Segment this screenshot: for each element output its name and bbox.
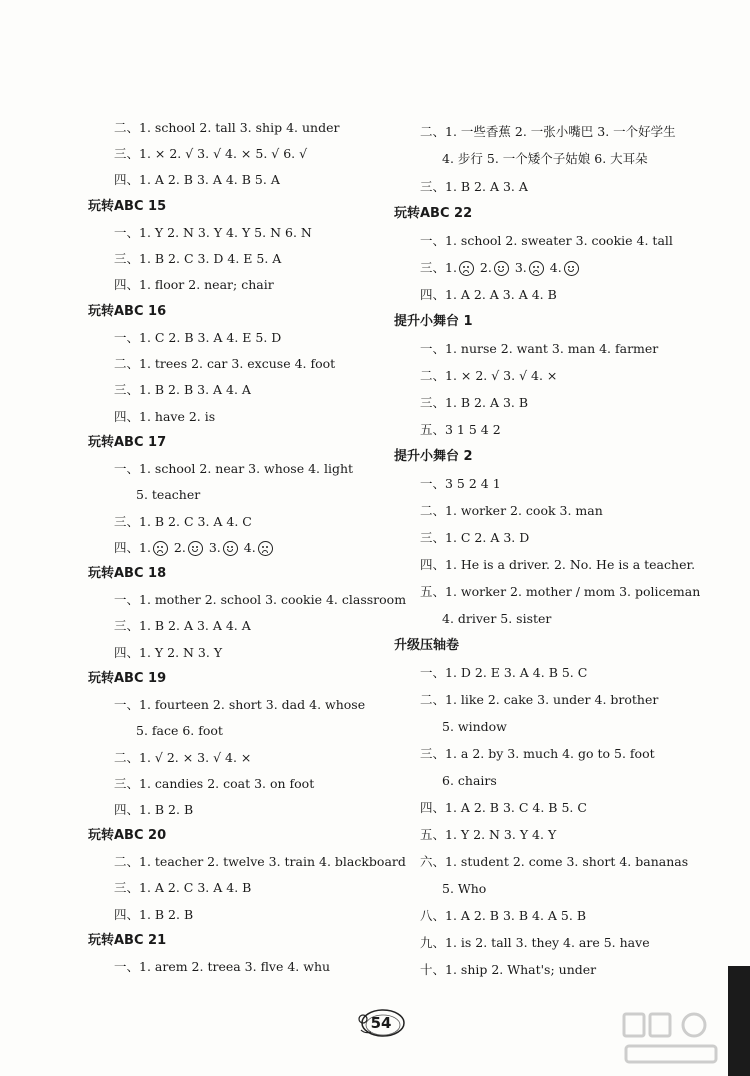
section-heading: 玩转ABC 17 [88, 435, 167, 450]
answer-line: 二、1. trees 2. car 3. excuse 4. foot [114, 356, 336, 371]
answer-number: 3. [510, 260, 527, 275]
section-heading: 玩转ABC 21 [88, 933, 167, 948]
answer-line: 二、1. teacher 2. twelve 3. train 4. blackboard [114, 854, 406, 869]
smiley-face-icon [494, 261, 509, 276]
answer-number: 2. [475, 260, 492, 275]
smiley-face-icon [564, 261, 579, 276]
answer-line: 6. chairs [442, 773, 497, 788]
answer-line: 一、1. arem 2. treea 3. flve 4. whu [114, 959, 331, 974]
answer-line: 十、1. ship 2. What's; under [420, 962, 597, 977]
answer-line: 三、1. C 2. A 3. D [420, 530, 530, 545]
answer-line: 六、1. student 2. come 3. short 4. bananas [420, 854, 689, 869]
answer-line: 4. driver 5. sister [442, 611, 552, 626]
sad-face-icon [529, 261, 544, 276]
answer-line: 四、1. He is a driver. 2. No. He is a teacher. [420, 557, 696, 572]
sad-face-icon [258, 541, 273, 556]
answer-line: 三、1. a 2. by 3. much 4. go to 5. foot [420, 746, 655, 761]
section-heading: 提升小舞台 2 [394, 449, 473, 464]
answer-line: 一、1. fourteen 2. short 3. dad 4. whose [114, 697, 366, 712]
answer-line: 三、1. B 2. C 3. D 4. E 5. A [114, 251, 282, 266]
sad-face-icon [459, 261, 474, 276]
answer-line: 5. window [442, 719, 507, 734]
sad-face-icon [153, 541, 168, 556]
answer-prefix: 三、 [420, 260, 446, 275]
answer-line: 二、1. like 2. cake 3. under 4. brother [420, 692, 659, 707]
answer-line: 一、1. Y 2. N 3. Y 4. Y 5. N 6. N [114, 225, 312, 240]
answer-line: 二、1. 一些香蕉 2. 一张小嘴巴 3. 一个好学生 [420, 124, 676, 139]
answer-line: 三、1. A 2. C 3. A 4. B [114, 880, 252, 895]
answer-line: 5. Who [442, 881, 487, 896]
answer-line: 三、1. B 2. A 3. A 4. A [114, 618, 251, 633]
answer-line: 一、1. D 2. E 3. A 4. B 5. C [420, 665, 588, 680]
answer-number: 3. [204, 540, 221, 555]
smiley-face-icon [223, 541, 238, 556]
section-heading: 玩转ABC 22 [394, 206, 473, 221]
emoji-answer-row [88, 540, 275, 556]
answer-line: 二、1. worker 2. cook 3. man [420, 503, 603, 518]
section-heading: 玩转ABC 16 [88, 304, 167, 319]
answer-number: 1. [139, 540, 151, 555]
answer-line: 四、1. A 2. B 3. A 4. B 5. A [114, 172, 280, 187]
answer-line: 一、3 5 2 4 1 [420, 476, 501, 491]
answer-line: 五、3 1 5 4 2 [420, 422, 501, 437]
answer-line: 一、1. school 2. sweater 3. cookie 4. tall [420, 233, 673, 248]
answer-line: 五、1. worker 2. mother / mom 3. policeman [420, 584, 701, 599]
answer-line: 三、1. B 2. A 3. B [420, 395, 529, 410]
answer-line: 三、1. candies 2. coat 3. on foot [114, 776, 315, 791]
answer-line: 四、1. A 2. A 3. A 4. B [420, 287, 557, 302]
emoji-answer-row [394, 260, 581, 276]
answer-line: 二、1. × 2. √ 3. √ 4. × [420, 368, 558, 383]
section-heading: 玩转ABC 19 [88, 671, 167, 686]
answer-line: 三、1. B 2. B 3. A 4. A [114, 382, 251, 397]
answer-line: 三、1. B 2. C 3. A 4. C [114, 514, 252, 529]
answer-line: 二、1. school 2. tall 3. ship 4. under [114, 120, 340, 135]
section-heading: 玩转ABC 20 [88, 828, 167, 843]
answer-line: 4. 步行 5. 一个矮个子姑娘 6. 大耳朵 [442, 151, 648, 166]
answer-line: 四、1. floor 2. near; chair [114, 277, 274, 292]
answer-prefix: 四、 [114, 540, 140, 555]
section-heading: 玩转ABC 18 [88, 566, 167, 581]
page-number-badge [355, 1006, 407, 1040]
answer-line: 四、1. B 2. B [114, 802, 194, 817]
answer-line: 一、1. C 2. B 3. A 4. E 5. D [114, 330, 282, 345]
section-heading: 升级压轴卷 [394, 638, 460, 653]
answer-line: 三、1. B 2. A 3. A [420, 179, 528, 194]
answer-line: 一、1. nurse 2. want 3. man 4. farmer [420, 341, 659, 356]
answer-line: 五、1. Y 2. N 3. Y 4. Y [420, 827, 557, 842]
answer-line: 四、1. have 2. is [114, 409, 216, 424]
section-heading: 提升小舞台 1 [394, 314, 473, 329]
answer-line: 三、1. × 2. √ 3. √ 4. × 5. √ 6. √ [114, 146, 308, 161]
answer-line: 二、1. √ 2. × 3. √ 4. × [114, 750, 252, 765]
answer-line: 5. face 6. foot [136, 723, 223, 738]
answer-line: 九、1. is 2. tall 3. they 4. are 5. have [420, 935, 650, 950]
answer-line: 八、1. A 2. B 3. B 4. A 5. B [420, 908, 587, 923]
answer-line: 一、1. school 2. near 3. whose 4. light [114, 461, 354, 476]
answer-line: 四、1. Y 2. N 3. Y [114, 645, 223, 660]
answer-number: 4. [545, 260, 562, 275]
section-heading: 玩转ABC 15 [88, 199, 167, 214]
answer-number: 4. [239, 540, 256, 555]
answer-line: 四、1. B 2. B [114, 907, 194, 922]
answer-line: 一、1. mother 2. school 3. cookie 4. classroom [114, 592, 407, 607]
answer-number: 1. [445, 260, 457, 275]
smiley-face-icon [188, 541, 203, 556]
page-number-text: 54 [370, 1014, 392, 1032]
answer-line: 5. teacher [136, 487, 201, 502]
page-edge-shadow [728, 966, 750, 1076]
watermark-logo [620, 1010, 728, 1070]
answer-line: 四、1. A 2. B 3. C 4. B 5. C [420, 800, 587, 815]
answer-number: 2. [169, 540, 186, 555]
